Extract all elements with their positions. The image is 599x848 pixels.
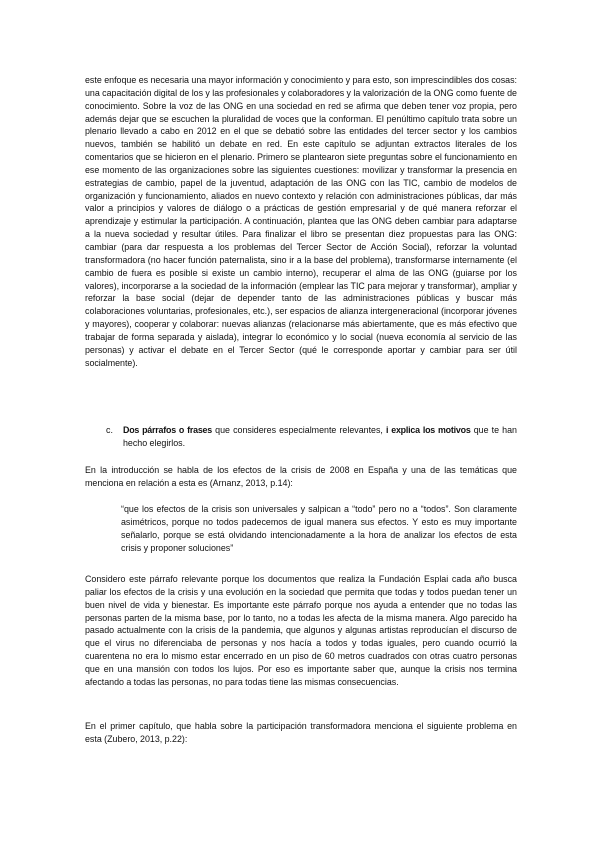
list-text: que consideres especialmente relevantes, bbox=[212, 425, 387, 435]
body-paragraph: este enfoque es necesaria una mayor información y conocimiento y para esto, son imprescindibles dos cosas: una capacitación digital de los y las profesionales y colaboradores y la valorización de la ONG como fuente de conocimiento. Sobre la voz de las ONG en una sociedad en red se afirma que deben tener voz propia, pero además dejar que se escuchen la pluralidad de voces que la conforman. El penúltimo capítulo trata sobre un plenario llevado a cabo en 2012 en el que se debatió sobre las entidades del tercer sector y los cambios nuevos, también se habilitó un debate en red. En este capítulo se adjuntan extractos literales de los comentarios que se hicieron en el plenario. Primero se plantearon siete preguntas sobre el funcionamiento en ese momento de las organizaciones sobre las siguientes cuestiones: movilizar y transformar la presencia en estrategias de cambio, papel de la juventud, adaptación de las ONG con las TIC, cambio de modelos de organización y funcionamiento, aliados en nuevo contexto y relación con administraciones públicas, dar más valor a principios y valores de diálogo o a prácticas de gestión empresarial y de qué manera reforzar el aprendizaje y estimular la participación. A continuación, plantea que las ONG deben cambiar para adaptarse a la nueva sociedad y resultar útiles. Para finalizar el libro se presentan diez propuestas para las ONG: cambiar (para dar respuesta a los problemas del Tercer Sector de Acción Social), reforzar la voluntad transformadora (no hacer función paternalista, sino ir a la base del problema), transformarse internamente (el cambio de fuera es posible si existe un cambio interno), recuperar el alma de las ONG (guiarse por los valores), incorporarse a la sociedad de la información (emplear las TIC para mejorar y transformar), ampliar y reforzar la base social (dejar de depender tanto de las administraciones públicas y buscar más colaboraciones voluntarias, profesionales, etc.), ser espacios de alianza intergeneracional (incorporar jóvenes y mayores), cooperar y colaborar: nuevas alianzas (relacionarse más abiertamente, que es más efectivo que trabajar de forma separada y aislada), integrar lo económico y lo social (nueva economía al servicio de las personas) y activar el debate en el Tercer Sector (qué le corresponde aportar y cambiar para ser útil socialmente). bbox=[85, 75, 517, 368]
list-item-text bbox=[123, 424, 517, 450]
list-item-c bbox=[106, 424, 517, 450]
list-text: que te han hecho elegirlos. bbox=[123, 425, 517, 448]
body-paragraph: Considero este párrafo relevante porque los documentos que realiza la Fundación Esplai cada año busca paliar los efectos de la crisis y una evolución en la sociedad que permita que todas y todos puedan tener un buen nivel de vida y bienestar. Es importante este párrafo porque nos ayuda a entender que no todas las personas parten de la misma base, por lo tanto, no a todas les afecta de la misma manera. Algo parecido ha pasado actualmente con la crisis de la pandemia, que algunos y algunas artistas reproducían el discurso de que el virus no diferenciaba de personas y nos hacía a todos y todas iguales, pero cuando ocurrió la cuarentena no era lo mismo estar encerrado en un piso de 60 metros cuadrados con otras cuatro personas que en una mansión con todos los lujos. Por eso es importante saber que, aunque la crisis nos termina afectando a todas las personas, no para todas tiene las mismas consecuencias. bbox=[85, 574, 517, 687]
body-paragraph: En la introducción se habla de los efectos de la crisis de 2008 en España y una de las temáticas que menciona en relación a esta es (Arnanz, 2013, p.14): bbox=[85, 465, 517, 488]
bold-phrase: i explica los motivos bbox=[386, 425, 471, 435]
body-paragraph: En el primer capítulo, que habla sobre la participación transformadora menciona el siguiente problema en esta (Zubero, 2013, p.22): bbox=[85, 721, 517, 744]
bold-phrase: Dos párrafos o frases bbox=[123, 425, 213, 435]
block-quote: “que los efectos de la crisis son universales y salpican a “todo” pero no a “todos”. Son claramente asimétricos, porque no todos padecemos de igual manera sus efectos. Y esto es muy importante señalarlo, porque se está olvidando intencionadamente a la hora de analizar los efectos de esta crisis y proponer soluciones” bbox=[121, 504, 517, 553]
list-marker: c. bbox=[106, 425, 113, 435]
